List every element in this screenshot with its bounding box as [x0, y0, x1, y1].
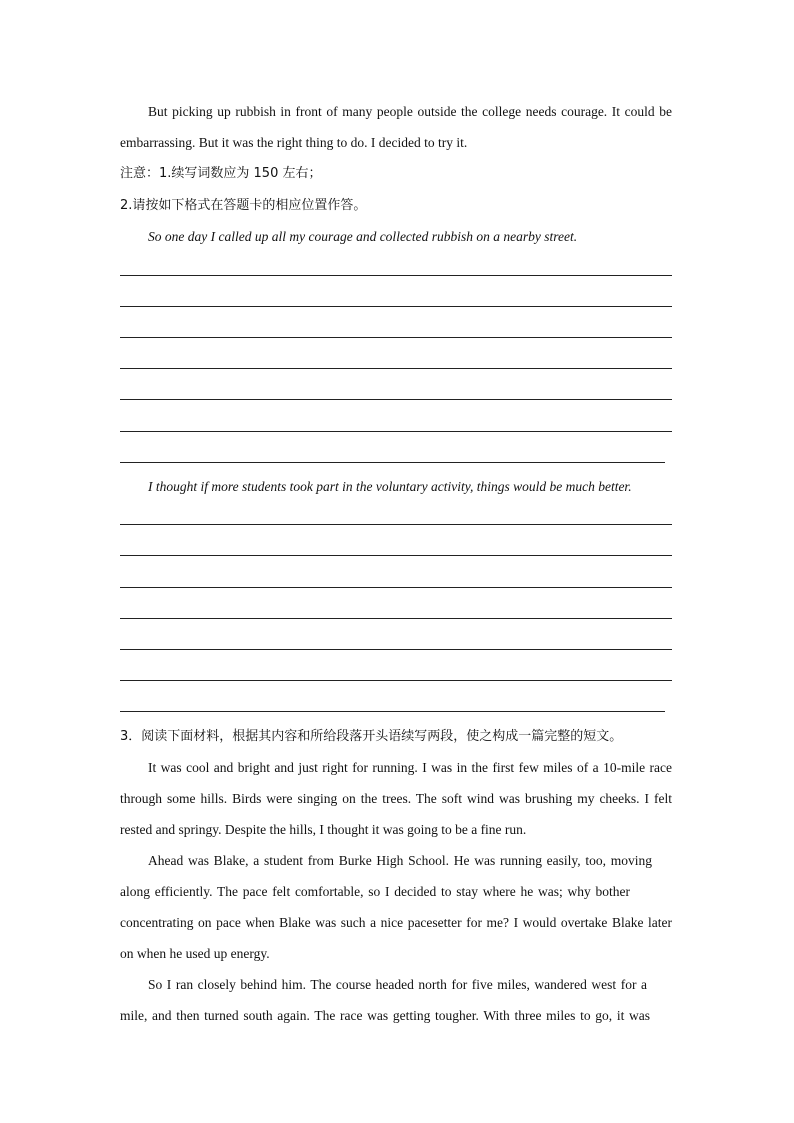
writing-line — [120, 680, 672, 681]
section3-p2-line-3: concentrating on pace when Blake was such a nice pacesetter for me? I would overtake Blake later — [120, 915, 672, 930]
writing-line — [120, 649, 672, 650]
section3-p2-line-2: along efficiently. The pace felt comfortable, so I decided to stay where he was; why bother — [120, 884, 630, 899]
note-word-count: 注意：1.续写词数应为 150 左右； — [120, 166, 322, 181]
section3-p3-line-1: So I ran closely behind him. The course headed north for five miles, wandered west for a — [148, 977, 647, 992]
section3-p1-line-3: rested and springy. Despite the hills, I thought it was going to be a fine run. — [120, 822, 527, 837]
intro-line-1: But picking up rubbish in front of many people outside the college needs courage. It could be — [148, 104, 672, 119]
section3-p2-line-1: Ahead was Blake, a student from Burke High School. He was running easily, too, moving — [148, 853, 652, 868]
section3-p2-line-4: on when he used up energy. — [120, 946, 270, 961]
writing-line — [120, 431, 672, 432]
section3-p1-line-2: through some hills. Birds were singing on the trees. The soft wind was brushing my cheeks. I felt — [120, 791, 672, 806]
writing-line — [120, 275, 672, 276]
paragraph2-opening: I thought if more students took part in the voluntary activity, things would be much better. — [148, 479, 632, 494]
writing-line — [120, 555, 672, 556]
intro-line-2: embarrassing. But it was the right thing to do. I decided to try it. — [120, 135, 468, 150]
writing-line — [120, 337, 672, 338]
writing-line — [120, 587, 672, 588]
writing-line — [120, 462, 665, 463]
writing-line — [120, 399, 672, 400]
section3-p1-line-1: It was cool and bright and just right for running. I was in the first few miles of a 10-mile race — [148, 760, 672, 775]
note-answer-format: 2.请按如下格式在答题卡的相应位置作答。 — [120, 198, 367, 213]
section3-p3-line-2: mile, and then turned south again. The race was getting tougher. With three miles to go, it was — [120, 1008, 650, 1023]
writing-line — [120, 524, 672, 525]
section3-heading: 3．阅读下面材料，根据其内容和所给段落开头语续写两段，使之构成一篇完整的短文。 — [120, 729, 623, 744]
paragraph1-opening: So one day I called up all my courage and collected rubbish on a nearby street. — [148, 229, 578, 244]
writing-line — [120, 368, 672, 369]
writing-line — [120, 306, 672, 307]
writing-line — [120, 618, 672, 619]
writing-line — [120, 711, 665, 712]
